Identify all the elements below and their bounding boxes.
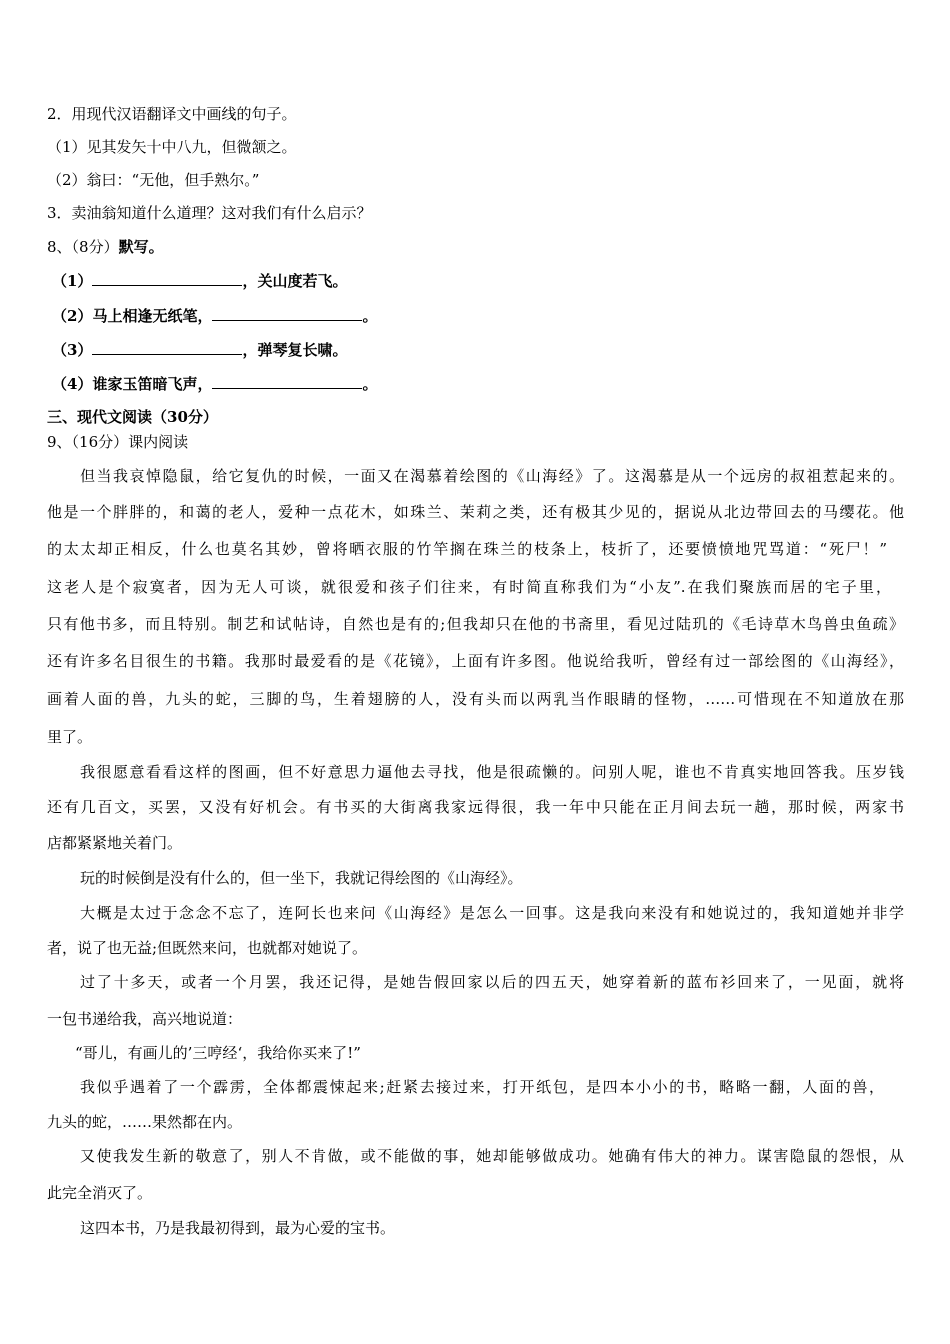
passage-line: 者，说了也无益;但既然来问，也就都对她说了。	[47, 939, 368, 957]
passage-line: 只有他书多，而且特别。制艺和试帖诗，自然也是有的;但我却只在他的书斋里，看见过陆玑的《毛诗草木鸟兽虫鱼疏》	[47, 615, 904, 633]
dictation-text: 。	[362, 375, 378, 393]
answer-blank[interactable]	[212, 374, 362, 389]
passage-line: 我似乎遇着了一个霹雳，全体都震悚起来;赶紧去接过来，打开纸包，是四本小小的书，略略一翻，人面的兽，	[80, 1078, 884, 1096]
passage-line: 此完全消灭了。	[47, 1184, 153, 1202]
question-8-heading: 默写。	[118, 238, 164, 256]
passage-line: 这四本书，乃是我最初得到，最为心爱的宝书。	[80, 1219, 396, 1237]
dictation-item-2	[52, 306, 377, 326]
passage-line: 他是一个胖胖的，和蔼的老人，爱种一点花木，如珠兰、茉莉之类，还有极其少见的，据说从北边带回去的马缨花。他	[47, 503, 904, 521]
passage-line: “哥儿，有画儿的’三哼经‘，我给你买来了!”	[75, 1044, 361, 1062]
dictation-number: （3）	[52, 341, 93, 359]
answer-blank[interactable]	[92, 271, 242, 286]
dictation-number: （2）	[52, 307, 93, 325]
question-2-item-2: （2）翁曰：“无他，但手熟尔。”	[47, 171, 260, 189]
dictation-text: 。	[362, 307, 378, 325]
question-2-title: 2．用现代汉语翻译文中画线的句子。	[47, 105, 297, 123]
passage-line: 的太太却正相反，什么也莫名其妙，曾将晒衣服的竹竿搁在珠兰的枝条上，枝折了，还要愤愤地咒骂道：“死尸！”	[47, 540, 887, 558]
passage-line: 大概是太过于念念不忘了，连阿长也来问《山海经》是怎么一回事。这是我向来没有和她说过的，我知道她并非学	[80, 904, 904, 922]
passage-line: 画着人面的兽，九头的蛇，三脚的鸟，生着翅膀的人，没有头而以两乳当作眼睛的怪物，……可惜现在不知道放在那	[47, 690, 904, 708]
dictation-item-4	[52, 374, 377, 394]
dictation-item-3	[52, 340, 347, 360]
dictation-text: 谁家玉笛暗飞声，	[92, 375, 213, 393]
dictation-item-1	[52, 271, 347, 291]
question-8-title	[47, 237, 164, 257]
passage-line: 一包书递给我，高兴地说道：	[47, 1010, 243, 1028]
passage-line: 店都紧紧地关着门。	[47, 834, 183, 852]
passage-line: 我很愿意看看这样的图画，但不好意思力逼他去寻找，他是很疏懒的。问别人呢，谁也不肯真实地回答我。压岁钱	[80, 763, 904, 781]
dictation-number: （4）	[52, 375, 93, 393]
dictation-text: ，弹琴复长啸。	[242, 341, 348, 359]
passage-line: 玩的时候倒是没有什么的，但一坐下，我就记得绘图的《山海经》。	[80, 869, 523, 887]
section-3-heading: 三、现代文阅读（30分）	[47, 408, 218, 426]
passage-line: 但当我哀悼隐鼠，给它复仇的时候，一面又在渴慕着绘图的《山海经》了。这渴慕是从一个远房的叔祖惹起来的。	[80, 467, 904, 485]
passage-line: 过了十多天，或者一个月罢，我还记得，是她告假回家以后的四五天，她穿着新的蓝布衫回来了，一见面，就将	[80, 973, 904, 991]
question-2-item-1: （1）见其发矢十中八九，但微颔之。	[47, 138, 297, 156]
passage-line: 还有几百文，买罢，又没有好机会。有书买的大街离我家远得很，我一年中只能在正月间去玩一趟，那时候，两家书	[47, 798, 904, 816]
question-3-title: 3．卖油翁知道什么道理？这对我们有什么启示？	[47, 204, 372, 222]
passage-line: 还有许多名目很生的书籍。我那时最爱看的是《花镜》，上面有许多图。他说给我听，曾经有过一部绘图的《山海经》，	[47, 652, 904, 670]
answer-blank[interactable]	[212, 306, 362, 321]
question-9-title: 9、（16分）课内阅读	[47, 433, 189, 451]
passage-line: 里了。	[47, 728, 93, 746]
passage-line: 九头的蛇，……果然都在内。	[47, 1113, 243, 1131]
question-8-prefix: 8、（8分）	[47, 238, 119, 256]
passage-line: 这老人是个寂寞者，因为无人可谈，就很爱和孩子们往来，有时简直称我们为“小友”.在我们聚族而居的宅子里，	[47, 578, 891, 596]
dictation-number: （1）	[52, 272, 93, 290]
dictation-text: ，关山度若飞。	[242, 272, 348, 290]
answer-blank[interactable]	[92, 340, 242, 355]
passage-line: 又使我发生新的敬意了，别人不肯做，或不能做的事，她却能够做成功。她确有伟大的神力。谋害隐鼠的怨恨，从	[80, 1147, 904, 1165]
dictation-text: 马上相逢无纸笔，	[92, 307, 213, 325]
